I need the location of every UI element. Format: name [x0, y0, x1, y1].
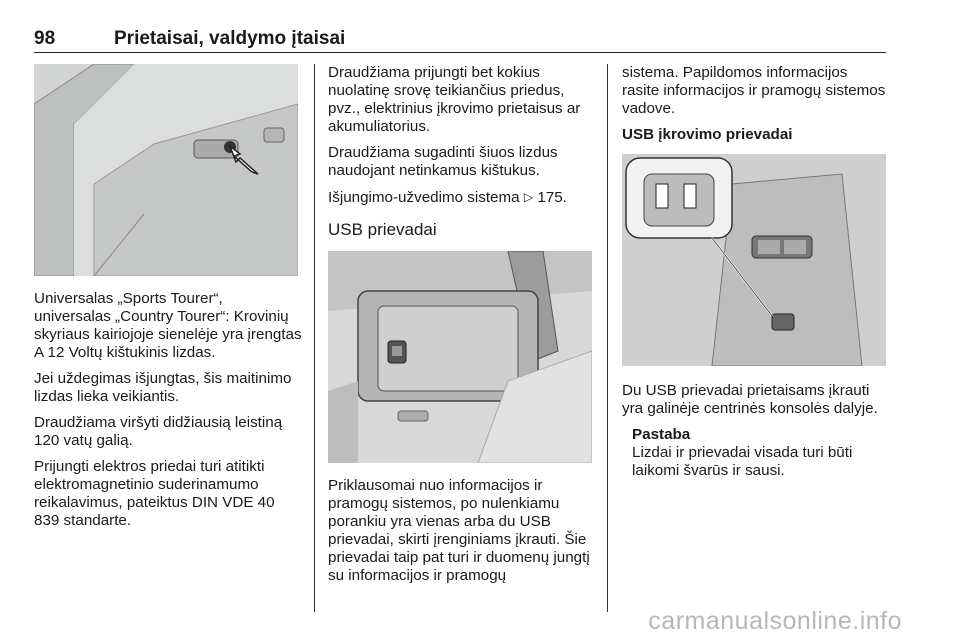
figure-cargo-power-outlet: [34, 64, 298, 276]
page-number: 98: [34, 28, 56, 49]
watermark: carmanualsonline.info: [648, 607, 902, 635]
section-heading-usb: USB prievadai: [328, 220, 437, 239]
column-1: [34, 64, 302, 538]
paragraph: Prijungti elektros priedai turi atitikti elektromagnetinio suderinamumo reikalavimus, pateiktus DIN VDE 40 839 standarte.: [34, 458, 275, 529]
paragraph: Universalas „Sports Tourer“, universalas „Country Tourer“: Krovinių skyriaus kairiojoje sienelėje yra įrengtas A 12 Voltų kištukinis lizdas.: [34, 290, 302, 361]
column-3: [622, 64, 888, 480]
paragraph: Du USB prievadai prietaisams įkrauti yra galinėje centrinės konsolės dalyje.: [622, 382, 878, 417]
paragraph: Draudžiama sugadinti šiuos lizdus naudojant netinkamus kištukus.: [328, 144, 558, 179]
paragraph: Draudžiama viršyti didžiausią leistiną 120 vatų galią.: [34, 414, 283, 449]
column-divider: [314, 64, 315, 612]
paragraph: sistema. Papildomos informacijos rasite informacijos ir pramogų sistemos vadove.: [622, 64, 886, 117]
note-text: Lizdai ir prievadai visada turi būti laikomi švarūs ir sausi.: [632, 444, 853, 479]
page-title: Prietaisai, valdymo įtaisai: [114, 28, 346, 49]
reference-page: 175.: [537, 189, 567, 206]
note-title: Pastaba: [632, 426, 691, 443]
figure-rear-console-usb: [622, 154, 886, 366]
sub-heading-usb-charging: USB įkrovimo prievadai: [622, 126, 793, 143]
page-header: [34, 26, 886, 53]
ref-triangle-icon: ▷: [523, 190, 534, 204]
paragraph: Jei uždegimas išjungtas, šis maitinimo lizdas lieka veikiantis.: [34, 370, 292, 405]
column-2: [328, 64, 594, 593]
reference-text: Išjungimo-užvedimo sistema: [328, 189, 520, 206]
figure-armrest-usb-ports: [328, 251, 592, 463]
paragraph: Priklausomai nuo informacijos ir pramogų sistemos, po nulenkiamu porankiu yra vienas arba du USB prievadai, skirti įrenginiams įkrauti. Šie prievadai taip pat turi ir duomenų jungtį su informacijos ir pramogų: [328, 477, 590, 584]
note: [622, 426, 888, 480]
column-divider: [607, 64, 608, 612]
cross-reference[interactable]: [328, 188, 594, 207]
paragraph: Draudžiama prijungti bet kokius nuolatinę srovę teikiančius priedus, pvz., elektrinius įkrovimo prietaisus ar akumuliatorius.: [328, 64, 581, 135]
